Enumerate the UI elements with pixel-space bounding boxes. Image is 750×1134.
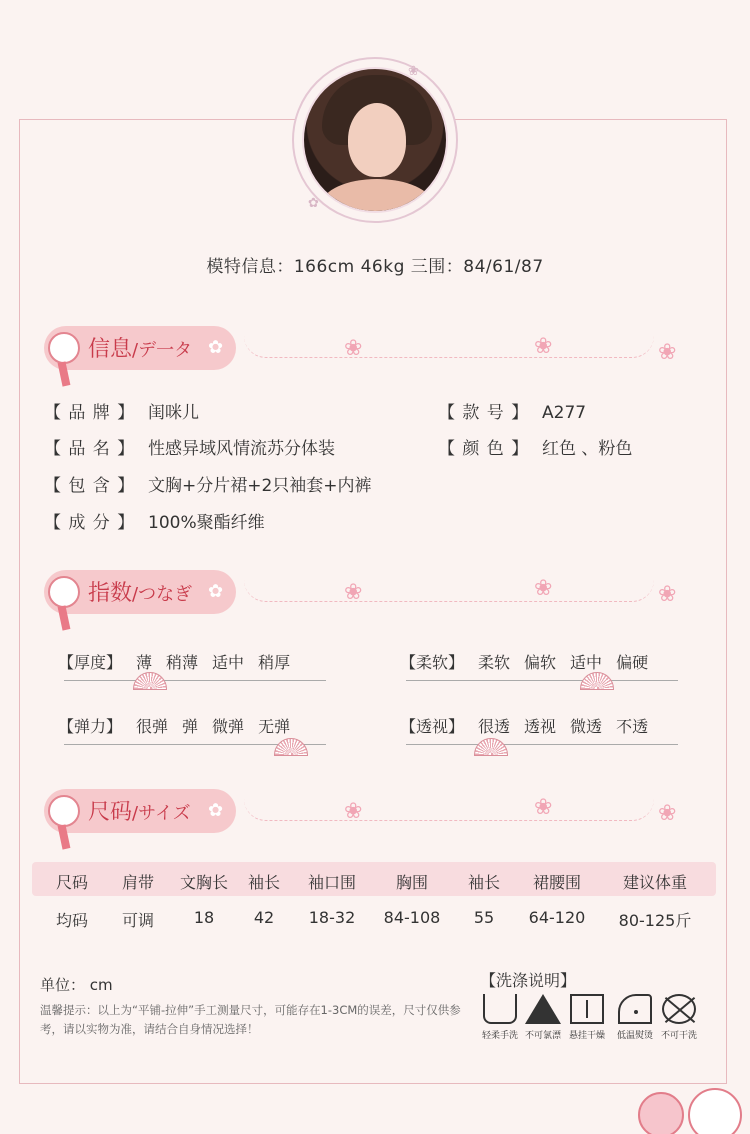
size-table-cell: 可调 xyxy=(121,911,154,930)
size-table-cell: 84-108 xyxy=(383,908,441,927)
section-header-info xyxy=(44,326,684,370)
section-title: 指数/つなぎ xyxy=(88,581,193,606)
info-material: 【 成 分 】 100%聚酯纤维 xyxy=(44,513,265,533)
wash-item-no-dry-clean: 不可干洗 xyxy=(654,994,704,1041)
wind-chime-icon xyxy=(48,576,80,608)
index-scale-line xyxy=(406,680,678,681)
sakura-icon: ❀ xyxy=(344,799,363,824)
section-header-size xyxy=(44,789,684,833)
section-title: 尺码/サイズ xyxy=(88,800,191,825)
index-elasticity: 【弹力】 很弹 弹 微弹 无弹 xyxy=(58,717,291,736)
wash-title: 【洗涤说明】 xyxy=(480,971,577,990)
decorative-wave xyxy=(244,580,654,602)
sakura-icon: ❀ xyxy=(658,582,677,607)
flower-ornament-icon: ❀ xyxy=(408,64,419,79)
flower-icon: ✿ xyxy=(208,800,224,821)
no-bleach-icon xyxy=(525,994,561,1024)
size-table-header-cell: 袖口围 xyxy=(307,873,356,892)
hand-wash-icon xyxy=(483,994,517,1024)
lucky-cat-icon xyxy=(688,1088,742,1134)
size-table-header-cell: 文胸长 xyxy=(179,873,228,892)
index-thickness: 【厚度】 薄 稍薄 适中 稍厚 xyxy=(58,653,291,672)
sakura-icon: ❀ xyxy=(534,334,553,359)
sakura-icon: ❀ xyxy=(658,340,677,365)
info-includes: 【 包 含 】 文胸+分片裙+2只袖套+内裤 xyxy=(44,476,372,496)
wash-item-no-bleach: 不可氯漂 xyxy=(518,994,568,1041)
info-product-name: 【 品 名 】 性感异域风情流苏分体装 xyxy=(44,439,335,459)
section-header-index xyxy=(44,570,684,614)
flower-icon: ✿ xyxy=(208,581,224,602)
size-table-cell: 42 xyxy=(253,908,275,927)
index-scale-line xyxy=(406,744,678,745)
wash-item-low-iron: 低温熨烫 xyxy=(610,994,660,1041)
info-style-number: 【 款 号 】 A277 xyxy=(438,403,587,423)
size-table-header-cell: 肩带 xyxy=(121,873,154,892)
decorative-wave xyxy=(244,799,654,821)
size-table-cell: 80-125斤 xyxy=(618,911,692,930)
sakura-icon: ❀ xyxy=(534,576,553,601)
low-iron-icon xyxy=(618,994,652,1024)
model-info: 模特信息：166cm 46kg 三围：84/61/87 xyxy=(206,257,544,277)
sakura-icon: ❀ xyxy=(534,795,553,820)
section-pill xyxy=(44,789,236,833)
flower-ornament-icon: ✿ xyxy=(308,196,319,211)
sakura-icon: ❀ xyxy=(658,801,677,826)
size-table-cell: 64-120 xyxy=(528,908,586,927)
wind-chime-icon xyxy=(48,795,80,827)
wash-item-hang-dry: 悬挂干燥 xyxy=(562,994,612,1041)
sakura-icon: ❀ xyxy=(344,580,363,605)
model-avatar xyxy=(302,67,448,213)
info-brand: 【 品 牌 】 闺咪儿 xyxy=(44,403,199,423)
section-pill xyxy=(44,326,236,370)
index-softness: 【柔软】 柔软 偏软 适中 偏硬 xyxy=(400,653,649,672)
wash-item-hand-wash: 轻柔手洗 xyxy=(475,994,525,1041)
size-table-header-cell: 袖长 xyxy=(467,873,500,892)
index-scale-line xyxy=(64,680,326,681)
lucky-bag-icon xyxy=(638,1092,684,1134)
size-table-header-cell: 裙腰围 xyxy=(532,873,581,892)
index-transparency: 【透视】 很透 透视 微透 不透 xyxy=(400,717,649,736)
size-table-header-cell: 胸围 xyxy=(395,873,428,892)
section-pill xyxy=(44,570,236,614)
decorative-wave xyxy=(244,336,654,358)
flower-icon: ✿ xyxy=(208,337,224,358)
size-table-cell: 18 xyxy=(193,908,215,927)
corner-decoration xyxy=(630,1084,750,1134)
size-table-header-cell: 袖长 xyxy=(247,873,280,892)
unit-label: 单位： cm xyxy=(40,976,113,994)
size-table-cell: 18-32 xyxy=(308,908,356,927)
sakura-icon: ❀ xyxy=(344,336,363,361)
no-dry-clean-icon xyxy=(662,994,696,1024)
wind-chime-icon xyxy=(48,332,80,364)
size-table-cell: 55 xyxy=(473,908,495,927)
hang-dry-icon xyxy=(570,994,604,1024)
info-color: 【 颜 色 】 红色 、粉色 xyxy=(438,439,633,459)
size-table-cell: 均码 xyxy=(55,911,88,930)
measurement-tip: 温馨提示：以上为“平铺-拉伸”手工测量尺寸，可能存在1-3CM的误差，尺寸仅供参考，请以实物为准，请结合自身情况选择！ xyxy=(40,1003,461,1036)
size-table-header-cell: 尺码 xyxy=(55,873,88,892)
section-title: 信息/デ一タ xyxy=(88,337,193,362)
size-table-header-cell: 建议体重 xyxy=(622,873,687,892)
